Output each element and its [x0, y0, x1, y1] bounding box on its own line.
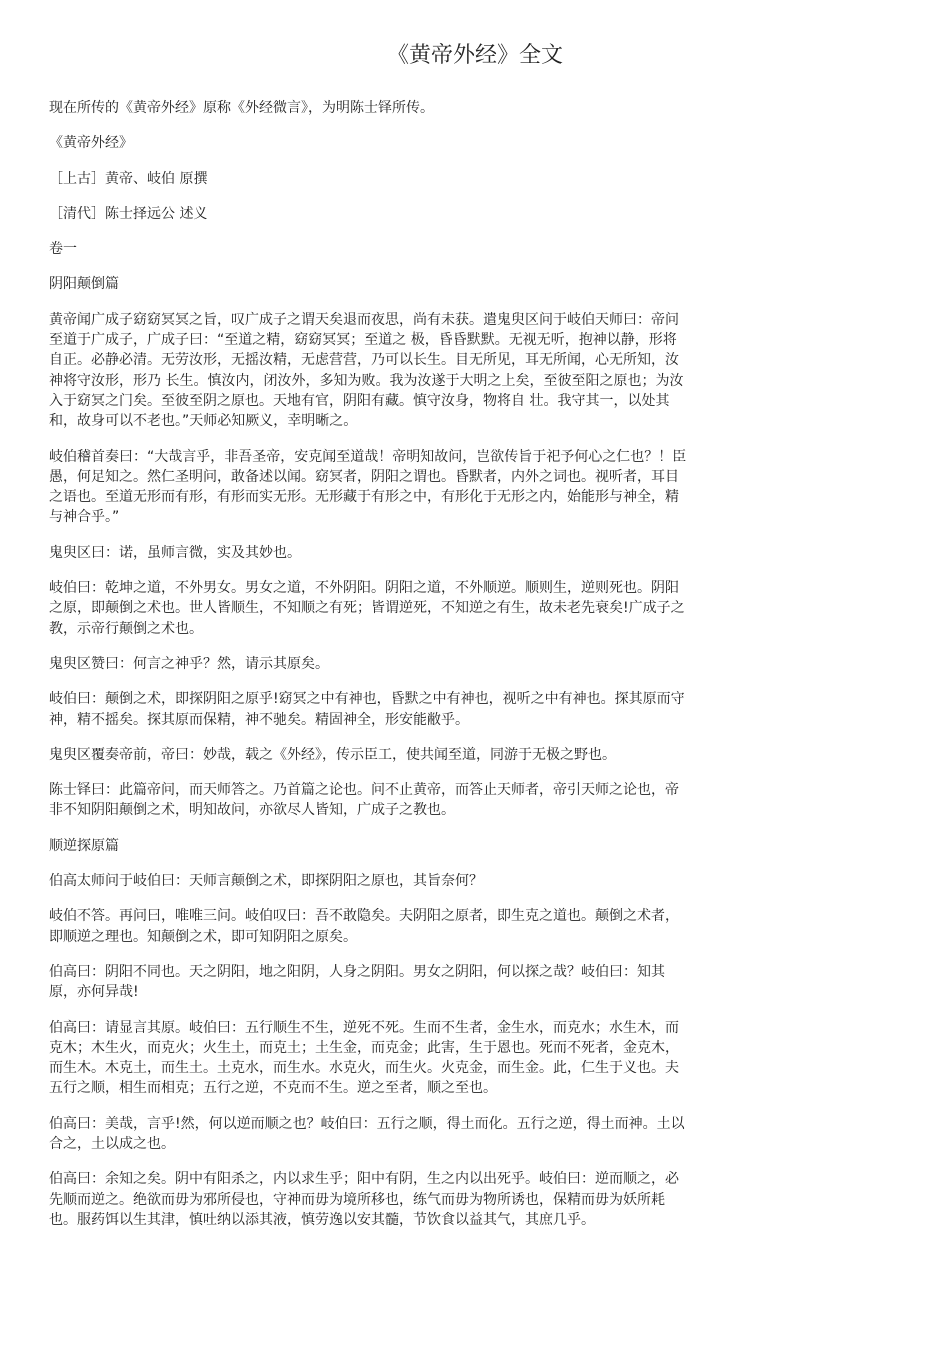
- volume-heading: 卷一: [49, 241, 77, 258]
- chapter-heading: 顺逆探原篇: [49, 837, 119, 854]
- intro-paragraph: 现在所传的《黄帝外经》原称《外经微言》，为明陈士铎所传。: [49, 100, 434, 116]
- text-paragraph: 鬼臾区赞曰：何言之神乎？然，请示其原矣。: [49, 655, 329, 672]
- commentary-paragraph: 陈士铎曰：此篇帝问，而天师答之。乃首篇之论也。问不止黄帝，而答止天师者，帝引天师之论也，帝非不知阴阳颠倒之术，明知故问，亦欲尽人皆知，广成子之教也。: [49, 782, 679, 819]
- text-paragraph: 岐伯不答。再问曰，唯唯三问。岐伯叹曰：吾不敢隐矣。夫阴阳之原者，即生克之道也。颠倒之术者，即顺逆之理也。知颠倒之术，即可知阴阳之原矣。: [49, 908, 679, 945]
- annotator-line: ［清代］陈士择远公 述义: [49, 205, 208, 222]
- original-authors-line: ［上古］黄帝、岐伯 原撰: [49, 170, 208, 187]
- text-paragraph: 伯高曰：阴阳不同也。天之阴阳，地之阳阴，人身之阴阳。男女之阴阳，何以探之哉？岐伯曰：知其原，亦何异哉!: [49, 963, 665, 1001]
- text-paragraph: 岐伯曰：颠倒之术，即探阴阳之原乎!窈冥之中有神也，昏默之中有神也，视听之中有神也。探其原而守神，精不摇矣。探其原而保精，神不驰矣。精固神全，形安能敝乎。: [49, 691, 685, 728]
- book-title-line: 《黄帝外经》: [49, 135, 133, 152]
- text-paragraph: 岐伯稽首奏曰：“大哉言乎，非吾圣帝，安克闻至道哉！帝明知故问，岂欲传旨于祀予何心之仁也？！臣愚，何足知之。然仁圣明问，敢备述以闻。窈冥者，阴阳之谓也。昏默者，内外之词也。视听者，耳目之语也。至道无形而有形，有形而实无形。无形藏于有形之中，有形化于无形之内，始能形与神全，精与神合乎。”: [49, 448, 687, 526]
- text-paragraph: 伯高曰：余知之矣。阴中有阳杀之，内以求生乎；阳中有阴，生之内以出死乎。岐伯曰：逆而顺之，必先顺而逆之。绝欲而毋为邪所侵也，守神而毋为境所移也，练气而毋为物所诱也，保精而毋为妖所耗也。服药饵以生其津，慎吐纳以添其液，慎劳逸以安其髓，节饮食以益其气，其庶几乎。: [49, 1171, 679, 1228]
- page-title: 《黄帝外经》全文: [386, 43, 563, 68]
- text-paragraph: 伯高太师问于岐伯曰：天师言颠倒之术，即探阴阳之原也，其旨奈何？: [49, 873, 483, 890]
- text-paragraph: 伯高曰：请显言其原。岐伯曰：五行顺生不生，逆死不死。生而不生者，金生水，而克水；水生木，而克木；木生火，而克火；火生土，而克土；土生金，而克金；此害，生于恩也。死而不死者，金克木，而生木。木克土，而生土。土克水，而生水。水克火，而生火。火克金，而生金。此，仁生于义也。夫五行之顺，相生而相克；五行之逆，不克而不生。逆之至者，顺之至也。: [49, 1019, 679, 1097]
- text-paragraph: 鬼臾区覆奏帝前，帝曰：妙哉，载之《外经》，传示臣工，使共闻至道，同游于无极之野也。: [49, 746, 616, 763]
- article-body: [49, 98, 689, 1245]
- text-paragraph: 黄帝闻广成子窈窈冥冥之旨，叹广成子之谓天矣退而夜思，尚有未获。遣鬼臾区问于岐伯天师曰：帝问至道于广成子，广成子曰：“至道之精，窈窈冥冥；至道之 极，昏昏默默。无视无听，抱神以静，形将自正。必静必清。无劳汝形，无摇汝精，无虑营营，乃可以长生。目无所见，耳无所闻，心无所知，汝神将守汝形，形乃 长生。慎汝内，闭汝外，多知为败。我为汝遂于大明之上矣，至彼至阳之原也；为汝入于窈冥之门矣。至彼至阴之原也。天地有官，阴阳有藏。慎守汝身，物将自 壮。我守其一，以处其和，故身可以不老也。”天师必知厥义，幸明晰之。: [49, 311, 684, 430]
- text-paragraph: 鬼臾区曰：诺，虽师言微，实及其妙也。: [49, 544, 301, 561]
- chapter-heading: 阴阳颠倒篇: [49, 276, 119, 293]
- text-paragraph: 伯高曰：美哉，言乎!然，何以逆而顺之也？岐伯曰：五行之顺，得土而化。五行之逆，得土而神。土以合之，土以成之也。: [49, 1115, 685, 1152]
- text-paragraph: 岐伯曰：乾坤之道，不外男女。男女之道，不外阴阳。阴阳之道，不外顺逆。顺则生，逆则死也。阴阳之原，即颠倒之术也。世人皆顺生，不知顺之有死；皆谓逆死，不知逆之有生，故未老先衰矣!广成子之教，示帝行颠倒之术也。: [49, 580, 685, 637]
